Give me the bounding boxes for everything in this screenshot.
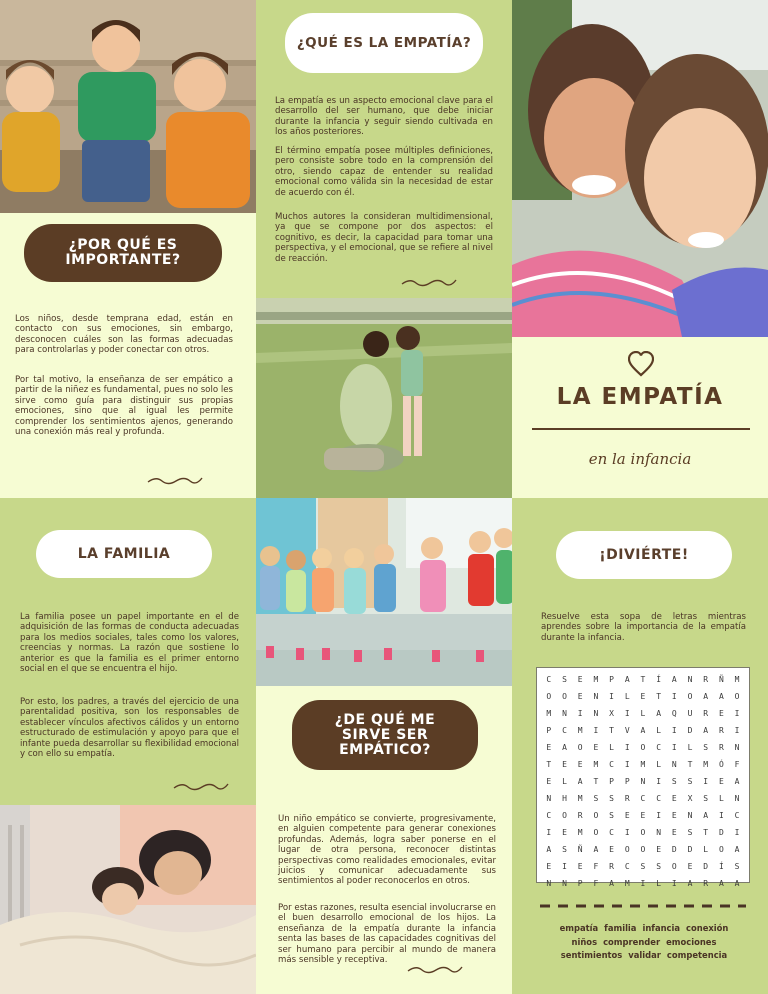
grid-letter[interactable]: I	[624, 743, 630, 752]
grid-letter[interactable]: C	[562, 726, 567, 735]
grid-letter[interactable]: A	[546, 845, 552, 854]
grid-letter[interactable]: F	[734, 760, 740, 769]
photo-kids-thumbs-up	[0, 0, 256, 213]
grid-letter[interactable]: I	[624, 760, 630, 769]
grid-row	[541, 841, 745, 858]
word-list-item: comprender	[603, 936, 661, 947]
grid-letter[interactable]: E	[593, 743, 599, 752]
grid-letter[interactable]: L	[656, 726, 662, 735]
panel-cover	[512, 337, 768, 498]
grid-letter[interactable]: A	[718, 692, 724, 701]
grid-letter[interactable]: I	[703, 777, 709, 786]
grid-letter[interactable]: N	[546, 794, 552, 803]
grid-letter[interactable]: D	[687, 845, 693, 854]
grid-letter[interactable]: N	[640, 777, 646, 786]
grid-letter[interactable]: N	[546, 879, 552, 888]
grid-letter[interactable]: E	[640, 692, 646, 701]
grid-letter[interactable]: L	[609, 743, 614, 752]
word-list-item: empatía	[559, 923, 599, 933]
de-que-heading-bubble	[292, 700, 478, 770]
grid-letter[interactable]: S	[687, 777, 693, 786]
word-search-grid	[536, 667, 750, 888]
grid-letter[interactable]: R	[718, 743, 724, 752]
grid-letter[interactable]: O	[624, 845, 630, 854]
grid-letter[interactable]: R	[718, 726, 724, 735]
grid-letter[interactable]: C	[609, 828, 614, 837]
grid-letter[interactable]: E	[562, 828, 567, 837]
grid-letter[interactable]: S	[734, 862, 740, 871]
cover-title: LA EMPATÍA	[556, 384, 724, 410]
grid-letter[interactable]: N	[656, 828, 662, 837]
grid-letter[interactable]: N	[562, 709, 567, 718]
grid-letter[interactable]: Ó	[718, 760, 724, 769]
grid-letter[interactable]: I	[609, 692, 614, 701]
grid-letter[interactable]: D	[687, 726, 693, 735]
grid-letter[interactable]: A	[656, 709, 662, 718]
grid-letter[interactable]: A	[734, 879, 740, 888]
grid-letter[interactable]: N	[734, 794, 740, 803]
grid-letter[interactable]: M	[577, 828, 583, 837]
grid-letter[interactable]: C	[609, 760, 614, 769]
grid-letter[interactable]: R	[703, 879, 709, 888]
grid-letter[interactable]: E	[546, 777, 552, 786]
grid-row	[541, 722, 745, 739]
grid-letter[interactable]: D	[703, 862, 709, 871]
grid-row	[541, 688, 745, 705]
grid-letter[interactable]: L	[656, 760, 662, 769]
grid-letter[interactable]: E	[577, 862, 583, 871]
grid-letter[interactable]: T	[703, 828, 709, 837]
grid-letter[interactable]: L	[703, 845, 709, 854]
grid-letter[interactable]: O	[593, 828, 599, 837]
word-list-item: emociones	[666, 936, 717, 947]
grid-letter[interactable]: I	[656, 811, 662, 820]
grid-letter[interactable]: E	[687, 862, 693, 871]
grid-letter[interactable]: M	[546, 709, 552, 718]
grid-letter[interactable]: C	[546, 675, 552, 684]
por-que-paragraph-2: Por tal motivo, la enseñanza de ser empático a partir de la niñez es fundamental, pues no solo les sirve como guía para distinguir sus propias emociones, sino que al igual les permite comprender los sentimientos ajenos, generando una conexión más real y profunda.	[15, 375, 233, 438]
grid-letter[interactable]: R	[609, 862, 614, 871]
grid-letter[interactable]: I	[734, 828, 740, 837]
grid-letter[interactable]: I	[593, 726, 599, 735]
grid-letter[interactable]: M	[577, 726, 583, 735]
dashed-divider	[540, 903, 746, 909]
squiggle-decoration	[400, 277, 458, 287]
grid-letter[interactable]: D	[718, 828, 724, 837]
photo-woman-hugging-child	[256, 298, 512, 498]
grid-letter[interactable]: M	[577, 794, 583, 803]
grid-letter[interactable]: E	[609, 845, 614, 854]
grid-letter[interactable]: A	[703, 692, 709, 701]
grid-letter[interactable]: R	[703, 709, 709, 718]
grid-letter[interactable]: N	[671, 760, 677, 769]
grid-letter[interactable]: M	[703, 760, 709, 769]
panel-que-es	[256, 0, 512, 298]
que-es-heading-bubble	[285, 13, 483, 73]
grid-letter[interactable]: T	[546, 760, 552, 769]
grid-letter[interactable]: O	[562, 811, 567, 820]
grid-letter[interactable]: C	[656, 794, 662, 803]
grid-letter[interactable]: M	[640, 760, 646, 769]
grid-letter[interactable]: R	[703, 675, 709, 684]
grid-letter[interactable]: S	[609, 811, 614, 820]
grid-letter[interactable]: I	[640, 879, 646, 888]
grid-letter[interactable]: A	[703, 726, 709, 735]
grid-letter[interactable]: S	[562, 845, 567, 854]
panel-por-que	[0, 213, 256, 498]
grid-letter[interactable]: O	[640, 845, 646, 854]
grid-letter[interactable]: C	[546, 811, 552, 820]
grid-letter[interactable]: R	[624, 794, 630, 803]
grid-letter[interactable]: L	[624, 692, 630, 701]
grid-letter[interactable]: O	[734, 692, 740, 701]
photo-children-classroom	[256, 498, 512, 686]
grid-letter[interactable]: N	[687, 811, 693, 820]
grid-letter[interactable]: R	[577, 811, 583, 820]
grid-letter[interactable]: S	[687, 828, 693, 837]
grid-letter[interactable]: V	[624, 726, 630, 735]
grid-letter[interactable]: F	[593, 862, 599, 871]
grid-letter[interactable]: O	[640, 743, 646, 752]
photo-kids-thumbs-up-image	[0, 0, 256, 213]
grid-letter[interactable]: A	[687, 879, 693, 888]
grid-letter[interactable]: I	[546, 828, 552, 837]
panel-de-que	[256, 686, 512, 994]
grid-letter[interactable]: T	[656, 692, 662, 701]
grid-letter[interactable]: A	[703, 811, 709, 820]
grid-row	[541, 739, 745, 756]
de-que-paragraph-2: Por estas razones, resulta esencial involucrarse en el buen desarrollo emocional de los hijos. La enseñanza de la empatía durante la infancia senta las bases de las capacidades cognitivas del ser humano para percibir al mundo de manera más sensible y receptiva.	[278, 903, 496, 966]
grid-letter[interactable]: A	[562, 743, 567, 752]
grid-letter[interactable]: N	[734, 743, 740, 752]
grid-letter[interactable]: M	[593, 760, 599, 769]
grid-letter[interactable]: A	[609, 879, 614, 888]
grid-letter[interactable]: S	[656, 862, 662, 871]
word-list-item: infancia	[642, 923, 681, 933]
grid-letter[interactable]: I	[562, 862, 567, 871]
grid-letter[interactable]: M	[734, 675, 740, 684]
grid-letter[interactable]: E	[718, 777, 724, 786]
por-que-paragraph-1: Los niños, desde temprana edad, están en contacto con sus emociones, sin embargo, desconocen cuáles son las formas adecuadas para controlarlas y poder conectar con otros.	[15, 314, 233, 356]
grid-letter[interactable]: O	[687, 692, 693, 701]
grid-row	[541, 875, 745, 892]
grid-letter[interactable]: O	[577, 743, 583, 752]
grid-letter[interactable]: D	[671, 845, 677, 854]
grid-letter[interactable]: C	[624, 862, 630, 871]
grid-letter[interactable]: I	[734, 726, 740, 735]
grid-row	[541, 756, 745, 773]
grid-row	[541, 773, 745, 790]
grid-letter[interactable]: O	[593, 811, 599, 820]
grid-letter[interactable]: S	[609, 794, 614, 803]
grid-letter[interactable]: E	[656, 845, 662, 854]
grid-letter[interactable]: E	[718, 709, 724, 718]
grid-letter[interactable]: S	[703, 743, 709, 752]
grid-letter[interactable]: Q	[671, 709, 677, 718]
grid-letter[interactable]: I	[624, 828, 630, 837]
grid-letter[interactable]: A	[593, 845, 599, 854]
grid-row	[541, 858, 745, 875]
grid-letter[interactable]: E	[577, 675, 583, 684]
grid-letter[interactable]: I	[577, 709, 583, 718]
familia-paragraph-1: La familia posee un papel importante en el de adquisición de las formas de conducta adecuadas para los medios sociales, tales como los valores, creencias y normas. La razón que sostiene lo anterior es que la familia es el primer entorno social en el que se encuentra el hijo.	[20, 612, 239, 675]
grid-letter[interactable]: O	[562, 692, 567, 701]
grid-letter[interactable]: Ñ	[577, 845, 583, 854]
word-list-item: competencia	[666, 950, 728, 960]
por-que-heading-bubble	[24, 224, 222, 282]
grid-letter[interactable]: E	[562, 760, 567, 769]
grid-letter[interactable]: L	[687, 743, 693, 752]
familia-heading: LA FAMILIA	[77, 546, 171, 562]
grid-letter[interactable]: M	[593, 675, 599, 684]
squiggle-decoration	[146, 475, 204, 485]
grid-letter[interactable]: L	[640, 709, 646, 718]
grid-letter[interactable]: N	[562, 879, 567, 888]
grid-letter[interactable]: E	[546, 862, 552, 871]
grid-letter[interactable]: X	[609, 709, 614, 718]
grid-letter[interactable]: L	[562, 777, 567, 786]
grid-letter[interactable]: X	[687, 794, 693, 803]
grid-letter[interactable]: I	[624, 709, 630, 718]
word-list-row-1	[534, 922, 754, 936]
diviertete-heading-bubble	[556, 531, 732, 579]
grid-letter[interactable]: E	[640, 811, 646, 820]
grid-letter[interactable]: E	[671, 811, 677, 820]
grid-letter[interactable]: S	[593, 794, 599, 803]
photo-mother-child-sleeping	[0, 805, 256, 994]
que-es-heading: ¿QUÉ ES LA EMPATÍA?	[296, 35, 472, 51]
word-list-row-2	[534, 936, 754, 950]
diviertete-heading: ¡DIVIÉRTE!	[599, 547, 689, 563]
diviertete-intro: Resuelve esta sopa de letras mientras aprendes sobre la importancia de la empatía durante la infancia.	[541, 612, 746, 643]
grid-letter[interactable]: I	[671, 743, 677, 752]
que-es-paragraph-1: La empatía es un aspecto emocional clave para el desarrollo del ser humano, que debe iniciar durante la infancia y seguir siendo cultivada en los años posteriores.	[275, 96, 493, 138]
grid-letter[interactable]: H	[562, 794, 567, 803]
grid-letter[interactable]: S	[562, 675, 567, 684]
word-list	[534, 922, 754, 963]
grid-letter[interactable]: E	[671, 828, 677, 837]
cover-divider	[532, 428, 750, 430]
grid-letter[interactable]: N	[593, 709, 599, 718]
familia-paragraph-2: Por esto, los padres, a través del ejercicio de una parentalidad positiva, son los responsables de establecer vínculos afectivos cálidos y un entorno estructurado de estimulación y apoyo para que el infante pueda desarrollar su flexibilidad emocional y con ello su empatía.	[20, 697, 239, 760]
grid-letter[interactable]: P	[546, 726, 552, 735]
squiggle-decoration	[406, 964, 464, 974]
photo-children-classroom-image	[256, 498, 512, 686]
grid-letter[interactable]: A	[640, 726, 646, 735]
grid-row	[541, 790, 745, 807]
grid-letter[interactable]: O	[718, 845, 724, 854]
grid-letter[interactable]: T	[609, 726, 614, 735]
grid-letter[interactable]: E	[546, 743, 552, 752]
grid-letter[interactable]: F	[593, 879, 599, 888]
word-list-item: sentimientos	[560, 950, 623, 960]
grid-letter[interactable]: O	[671, 862, 677, 871]
word-list-item: familia	[604, 923, 637, 933]
grid-row	[541, 705, 745, 722]
grid-letter[interactable]: I	[671, 879, 677, 888]
grid-letter[interactable]: S	[640, 862, 646, 871]
grid-letter[interactable]: P	[609, 777, 614, 786]
grid-letter[interactable]: A	[734, 777, 740, 786]
grid-letter[interactable]: C	[656, 743, 662, 752]
que-es-paragraph-3: Muchos autores la consideran multidimensional, ya que se compone por dos aspectos: el cognitivo, es decir, la capacidad para tomar una perspectiva, y el emocional, que se refiere al nivel de reacción.	[275, 212, 493, 264]
photo-two-girls-smiling-image	[512, 0, 768, 337]
grid-letter[interactable]: O	[640, 828, 646, 837]
grid-letter[interactable]: C	[734, 811, 740, 820]
grid-row	[541, 807, 745, 824]
word-list-item: validar	[628, 950, 661, 960]
grid-letter[interactable]: Í	[718, 862, 724, 871]
grid-row	[541, 824, 745, 841]
grid-letter[interactable]: Ñ	[718, 675, 724, 684]
photo-two-girls-smiling	[512, 0, 768, 337]
grid-letter[interactable]: N	[593, 692, 599, 701]
grid-letter[interactable]: E	[577, 692, 583, 701]
grid-letter[interactable]: U	[687, 709, 693, 718]
photo-mother-child-sleeping-image	[0, 805, 256, 994]
grid-letter[interactable]: A	[718, 879, 724, 888]
heart-icon	[628, 351, 654, 377]
word-list-item: niños	[571, 936, 598, 947]
de-que-paragraph-1: Un niño empático se convierte, progresivamente, en alguien competente para generar conexiones profundas. Además, logra saber ponerse en el lugar de otra persona, reconocer distintas perspectivas como realidades emocionales, evitar juicios y comunicar adecuadamente sus sentimientos al poder reconocerlos en otros.	[278, 814, 496, 887]
grid-letter[interactable]: S	[703, 794, 709, 803]
grid-letter[interactable]: E	[671, 794, 677, 803]
squiggle-decoration	[172, 781, 230, 791]
grid-letter[interactable]: I	[671, 692, 677, 701]
grid-letter[interactable]: P	[577, 879, 583, 888]
grid-letter[interactable]: P	[609, 675, 614, 684]
grid-letter[interactable]: A	[577, 777, 583, 786]
grid-letter[interactable]: E	[624, 811, 630, 820]
grid-letter[interactable]: Í	[656, 675, 662, 684]
que-es-paragraph-2: El término empatía posee múltiples definiciones, pero consiste sobre todo en la comprensión del otro, siendo capaz de entender su realidad emocional como válida sin la necesidad de estar de acuerdo con él.	[275, 146, 493, 198]
photo-woman-hugging-child-image	[256, 298, 512, 498]
por-que-heading: ¿POR QUÉ ES IMPORTANTE?	[65, 237, 181, 268]
cover-subtitle: en la infancia	[588, 450, 692, 468]
grid-letter[interactable]: P	[624, 777, 630, 786]
word-list-item: conexión	[686, 923, 729, 933]
grid-letter[interactable]: I	[671, 726, 677, 735]
grid-letter[interactable]: L	[656, 879, 662, 888]
grid-letter[interactable]: T	[640, 675, 646, 684]
grid-letter[interactable]: I	[718, 811, 724, 820]
grid-letter[interactable]: A	[671, 675, 677, 684]
panel-familia	[0, 498, 256, 805]
de-que-heading: ¿DE QUÉ ME SIRVE SER EMPÁTICO?	[334, 711, 436, 758]
grid-letter[interactable]: T	[687, 760, 693, 769]
grid-row	[541, 671, 745, 688]
grid-letter[interactable]: L	[718, 794, 724, 803]
grid-letter[interactable]: N	[687, 675, 693, 684]
grid-letter[interactable]: A	[734, 845, 740, 854]
grid-letter[interactable]: T	[593, 777, 599, 786]
grid-letter[interactable]: E	[577, 760, 583, 769]
grid-letter[interactable]: S	[671, 777, 677, 786]
grid-letter[interactable]: I	[734, 709, 740, 718]
familia-heading-bubble	[36, 530, 212, 578]
grid-letter[interactable]: M	[624, 879, 630, 888]
grid-letter[interactable]: O	[546, 692, 552, 701]
word-list-row-3	[534, 949, 754, 963]
grid-letter[interactable]: I	[656, 777, 662, 786]
grid-letter[interactable]: C	[640, 794, 646, 803]
grid-letter[interactable]: A	[624, 675, 630, 684]
